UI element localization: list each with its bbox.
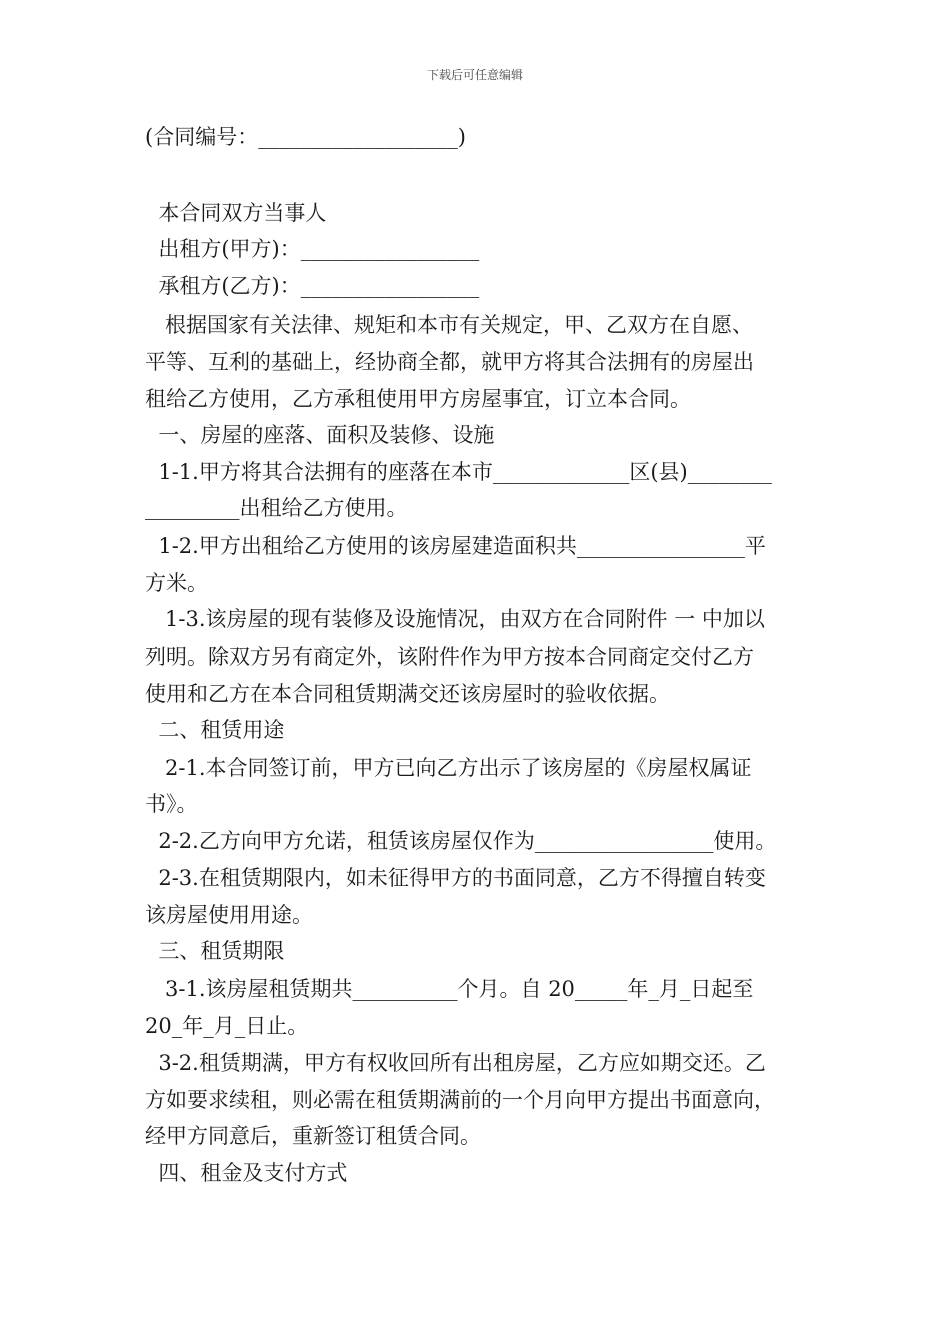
body-line: 该房屋使用用途。 <box>145 903 313 927</box>
body-line: 租给乙方使用，乙方承租使用甲方房屋事宜，订立本合同。 <box>145 387 691 411</box>
section-heading: 三、租赁期限 <box>145 939 285 963</box>
body-line: 3-1.该房屋租赁期共__________个月。自 20_____年_月_日起至 <box>145 977 754 1001</box>
body-line: 方米。 <box>145 571 208 595</box>
body-line: 承租方(乙方)：_________________ <box>145 274 480 298</box>
body-line: 出租方(甲方)：_________________ <box>145 237 480 261</box>
contract-number: (合同编号：___________________) <box>145 125 466 149</box>
body-line: 1-3.该房屋的现有装修及设施情况，由双方在合同附件 一 中加以 <box>145 607 765 631</box>
section-heading: 四、租金及支付方式 <box>145 1161 348 1185</box>
page-header-note: 下载后可任意编辑 <box>426 68 523 82</box>
body-line: 20_年_月_日止。 <box>145 1014 309 1038</box>
body-line: 经甲方同意后，重新签订租赁合同。 <box>145 1124 481 1148</box>
body-line: 1-1.甲方将其合法拥有的座落在本市_____________区(县)________ <box>145 460 772 484</box>
section-heading: 二、租赁用途 <box>145 718 285 742</box>
body-line: 方如要求续租，则必需在租赁期满前的一个月向甲方提出书面意向， <box>145 1088 775 1112</box>
body-line: 2-1.本合同签订前，甲方已向乙方出示了该房屋的《房屋权属证 <box>145 756 752 780</box>
body-line: 根据国家有关法律、规矩和本市有关规定，甲、乙双方在自愿、 <box>145 313 754 337</box>
section-heading: 一、房屋的座落、面积及装修、设施 <box>145 423 495 447</box>
body-line: 使用和乙方在本合同租赁期满交还该房屋时的验收依据。 <box>145 682 670 706</box>
body-line: 3-2.租赁期满，甲方有权收回所有出租房屋，乙方应如期交还。乙 <box>145 1051 766 1075</box>
body-line: _________出租给乙方使用。 <box>145 496 408 520</box>
body-line: 本合同双方当事人 <box>145 201 327 225</box>
body-line: 2-3.在租赁期限内，如未征得甲方的书面同意，乙方不得擅自转变 <box>145 866 766 890</box>
body-line: 列明。除双方另有商定外，该附件作为甲方按本合同商定交付乙方 <box>145 645 754 669</box>
body-line: 书》。 <box>145 792 198 816</box>
body-line: 1-2.甲方出租给乙方使用的该房屋建造面积共________________平 <box>145 534 766 558</box>
body-line: 2-2.乙方向甲方允诺，租赁该房屋仅作为_________________使用。 <box>145 829 777 853</box>
body-line: 平等、互利的基础上，经协商全都，就甲方将其合法拥有的房屋出 <box>145 350 754 374</box>
